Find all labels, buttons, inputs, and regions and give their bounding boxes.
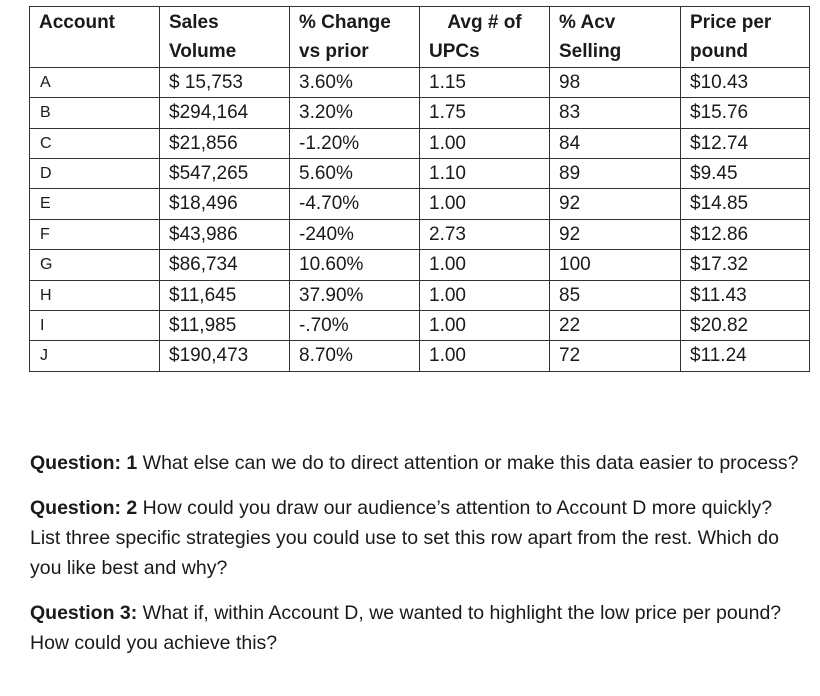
cell-pct-change: 3.20% [290, 98, 420, 128]
cell-acv-selling: 83 [550, 98, 681, 128]
cell-avg-upcs: 1.00 [420, 311, 550, 341]
cell-account: H [30, 280, 160, 310]
cell-account: A [30, 67, 160, 97]
cell-sales-volume: $ 15,753 [160, 67, 290, 97]
cell-sales-volume: $18,496 [160, 189, 290, 219]
cell-price-per-pound: $12.86 [681, 219, 810, 249]
table-row [30, 250, 810, 280]
cell-account: E [30, 189, 160, 219]
question-3-label: Question 3: [30, 602, 138, 624]
cell-pct-change: 3.60% [290, 67, 420, 97]
accounts-table [29, 6, 810, 372]
cell-acv-selling: 72 [550, 341, 681, 371]
cell-avg-upcs: 2.73 [420, 219, 550, 249]
header-sales-volume [160, 7, 290, 68]
cell-price-per-pound: $11.43 [681, 280, 810, 310]
cell-avg-upcs: 1.15 [420, 67, 550, 97]
cell-pct-change: -1.20% [290, 128, 420, 158]
header-pct-change-line2: vs prior [299, 41, 369, 63]
cell-sales-volume: $21,856 [160, 128, 290, 158]
cell-account: I [30, 311, 160, 341]
question-3-text: What if, within Account D, we wanted to highlight the low price per pound? How could you achieve this? [30, 602, 782, 654]
cell-account: J [30, 341, 160, 371]
cell-account: G [30, 250, 160, 280]
cell-pct-change: 10.60% [290, 250, 420, 280]
header-pct-change [290, 7, 420, 68]
question-1 [30, 448, 805, 478]
cell-avg-upcs: 1.75 [420, 98, 550, 128]
cell-pct-change: -240% [290, 219, 420, 249]
header-price-per-pound-line2: pound [690, 41, 749, 63]
header-account-label: Account [39, 12, 115, 33]
table-row [30, 280, 810, 310]
cell-sales-volume: $86,734 [160, 250, 290, 280]
question-3 [30, 598, 805, 658]
cell-acv-selling: 92 [550, 219, 681, 249]
cell-acv-selling: 98 [550, 67, 681, 97]
cell-price-per-pound: $12.74 [681, 128, 810, 158]
cell-price-per-pound: $17.32 [681, 250, 810, 280]
questions-section [30, 448, 805, 673]
header-avg-upcs-line2: UPCs [429, 41, 480, 63]
table-row [30, 159, 810, 189]
header-acv-selling-line1: % Acv [559, 12, 616, 33]
cell-account: C [30, 128, 160, 158]
question-2-text: How could you draw our audience’s attention to Account D more quickly? List three specific strategies you could use to set this row apart from the rest. Which do you like best and why? [30, 497, 779, 579]
header-avg-upcs [420, 7, 550, 68]
cell-avg-upcs: 1.00 [420, 189, 550, 219]
cell-price-per-pound: $20.82 [681, 311, 810, 341]
table-row [30, 341, 810, 371]
question-1-label: Question: 1 [30, 452, 138, 474]
header-sales-volume-line2: Volume [169, 41, 237, 63]
cell-price-per-pound: $15.76 [681, 98, 810, 128]
table-row [30, 98, 810, 128]
cell-account: D [30, 159, 160, 189]
cell-price-per-pound: $10.43 [681, 67, 810, 97]
header-acv-selling [550, 7, 681, 68]
header-pct-change-line1: % Change [299, 12, 391, 33]
cell-sales-volume: $190,473 [160, 341, 290, 371]
cell-pct-change: 5.60% [290, 159, 420, 189]
cell-pct-change: -.70% [290, 311, 420, 341]
cell-price-per-pound: $9.45 [681, 159, 810, 189]
cell-sales-volume: $294,164 [160, 98, 290, 128]
cell-acv-selling: 22 [550, 311, 681, 341]
cell-acv-selling: 89 [550, 159, 681, 189]
cell-price-per-pound: $11.24 [681, 341, 810, 371]
cell-account: B [30, 98, 160, 128]
cell-pct-change: 37.90% [290, 280, 420, 310]
header-sales-volume-line1: Sales [169, 12, 219, 33]
cell-avg-upcs: 1.00 [420, 128, 550, 158]
header-acv-selling-line2: Selling [559, 41, 622, 63]
question-2-label: Question: 2 [30, 497, 138, 519]
cell-pct-change: -4.70% [290, 189, 420, 219]
cell-acv-selling: 84 [550, 128, 681, 158]
cell-avg-upcs: 1.00 [420, 341, 550, 371]
table-row [30, 311, 810, 341]
table-row [30, 189, 810, 219]
cell-sales-volume: $11,985 [160, 311, 290, 341]
cell-avg-upcs: 1.00 [420, 280, 550, 310]
table-header-row [30, 7, 810, 68]
header-account [30, 7, 160, 68]
table-row [30, 219, 810, 249]
cell-acv-selling: 92 [550, 189, 681, 219]
table-row [30, 67, 810, 97]
cell-avg-upcs: 1.10 [420, 159, 550, 189]
question-2 [30, 493, 805, 583]
cell-avg-upcs: 1.00 [420, 250, 550, 280]
header-price-per-pound [681, 7, 810, 68]
cell-sales-volume: $11,645 [160, 280, 290, 310]
table-row [30, 128, 810, 158]
cell-sales-volume: $547,265 [160, 159, 290, 189]
cell-acv-selling: 100 [550, 250, 681, 280]
cell-account: F [30, 219, 160, 249]
cell-pct-change: 8.70% [290, 341, 420, 371]
cell-sales-volume: $43,986 [160, 219, 290, 249]
cell-acv-selling: 85 [550, 280, 681, 310]
header-avg-upcs-line1: Avg # of [447, 12, 522, 33]
cell-price-per-pound: $14.85 [681, 189, 810, 219]
question-1-text: What else can we do to direct attention or make this data easier to process? [137, 452, 799, 474]
header-price-per-pound-line1: Price per [690, 12, 772, 33]
